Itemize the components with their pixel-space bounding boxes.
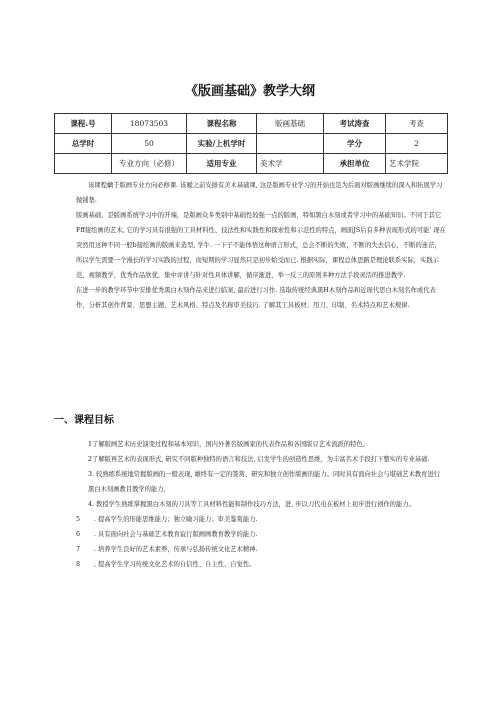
list-item-text: . 较熟练系统地常握版画的一般表现, 雄终有一定的签赏、研究和独立创作版画的能力。同时具有面向社会与堪础艺术教育进行黑白木刻画教目教学的能力， [88, 471, 441, 493]
table-cell: 艺术学院 [386, 154, 448, 174]
list-item-number: 8 [76, 561, 81, 568]
table-cell: 美术学 [257, 154, 324, 174]
intro-section [76, 178, 446, 313]
list-item-number: 1 [88, 441, 93, 448]
table-cell: 学分 [324, 134, 386, 154]
list-item-number: 7 [76, 546, 81, 553]
table-row [55, 114, 448, 134]
list-item-text: , 提高学生学习传统文化艺术的自信性、自主性、自觉性。 [94, 561, 256, 568]
table-row [55, 154, 448, 174]
table-cell: 总学时 [55, 134, 112, 154]
table-cell: 18073503 [112, 114, 187, 134]
table-cell: 课程名称 [187, 114, 257, 134]
list-item-number: 4 [88, 501, 93, 508]
list-item [76, 467, 446, 497]
list-item-text: . 提高学生的形能思维能力；独立喻习能力；审美鉴赏能力. [94, 516, 258, 523]
list-item-text: 了解版再艺术的表现形式, 研究不同版种独特的语言和技法, 启发学生的创造性思维，为丰富名术手段打下整实的专业基础. [92, 456, 430, 463]
table-cell: 适用专业 [187, 154, 257, 174]
document-title: 《版画基础》教学大纲 [184, 84, 315, 99]
table-row [55, 134, 448, 154]
list-item [76, 452, 446, 467]
list-item [76, 527, 446, 542]
table-cell [257, 134, 324, 154]
intro-paragraph: 在进一步的教学环节中安排优秀黑白木刻作品来进行临案, 最后进行习作. 选取传统经典黑H木刻作品和近现代思白木刻名作或代表作，分析其创作背景、思想主题、艺术风格、特点及名称审美技巧. 了解其工具板材、用刀、印制、名术特点和艺术规律. [76, 287, 436, 309]
intro-paragraph: 该课程螭于版画专业方向必修课. 该暧之前安排有美术基础课, 这是版画专业学习的开始也是为后面对版画继续的深入和拓展学习做铺垫. [76, 182, 443, 204]
list-item-text: . 培养学生良好的艺术素养，传承与弘扬传统文化艺术精神. [94, 546, 258, 553]
list-item [76, 557, 446, 572]
table-cell: 考查 [386, 114, 448, 134]
list-item-text: 了解版画艺术历史演变过程和基本知识，国内外著名版画家的代表作品和各国版豆艺术流派的特色。 [92, 441, 370, 448]
list-item [76, 512, 446, 527]
list-item-number: 2 [88, 456, 93, 463]
table-cell: 课程.号 [55, 114, 112, 134]
goals-list [76, 437, 446, 572]
table-cell: 50 [112, 134, 187, 154]
table-cell: 考试涛查 [324, 114, 386, 134]
list-item-number: 5 [76, 516, 81, 523]
list-item [76, 437, 446, 452]
table-cell: 版画基础 [257, 114, 324, 134]
intro-paragraph: 版画基础，是版画系统学习中的开端，是版画众多类别中基础性较强一点的版画，特如黑白木刻或者学习中的基础知识。不同于其它Fff接绘画的艺术, 它的学习具有很强的工具材料性、技法性和实践性和探索性和示范性的特点，画面JS后有多种表现形式的可能' 现在突然用这种不同一般b接绘画的版画来造型, 学牛. 一下子不能体悟这种语言形式，总会不断的失败，不断的失去信心，不断的迷茫，所以学生需要一个漫长的学习实践的过程，而短期的学习显然只是初步蛤受而已. 根据实际，课程总体思路是理论联系实际，实践示范，视频教学，优秀作品欣优，集中评讲与针对性具体讲解，循序渐进，举一反三的原则多种方法手段灵活的推进教学. [76, 212, 446, 279]
table-cell: 承担单位 [324, 154, 386, 174]
course-info-table [54, 113, 448, 174]
section-heading: 一、课程目标 [54, 415, 114, 426]
list-item-number: 6 [76, 531, 81, 538]
list-item-text: . 具有面向社会与基础艺术教育谊行版画画教育教学的能力. [94, 531, 258, 538]
list-item [76, 542, 446, 557]
list-item-number: 3 [88, 471, 93, 478]
table-cell: 专业方向（必修） [112, 154, 187, 174]
table-cell: 2 [386, 134, 448, 154]
list-item-text: . 教授学生熟练掌握黑白木刻的刀具等工具材料性能和制作技巧方法，进, 步以刀代电在板材上初步进行创作的能力。 [92, 501, 415, 508]
table-cell: 实验/上机学时 [187, 134, 257, 154]
table-cell [55, 154, 112, 174]
list-item [76, 497, 446, 512]
